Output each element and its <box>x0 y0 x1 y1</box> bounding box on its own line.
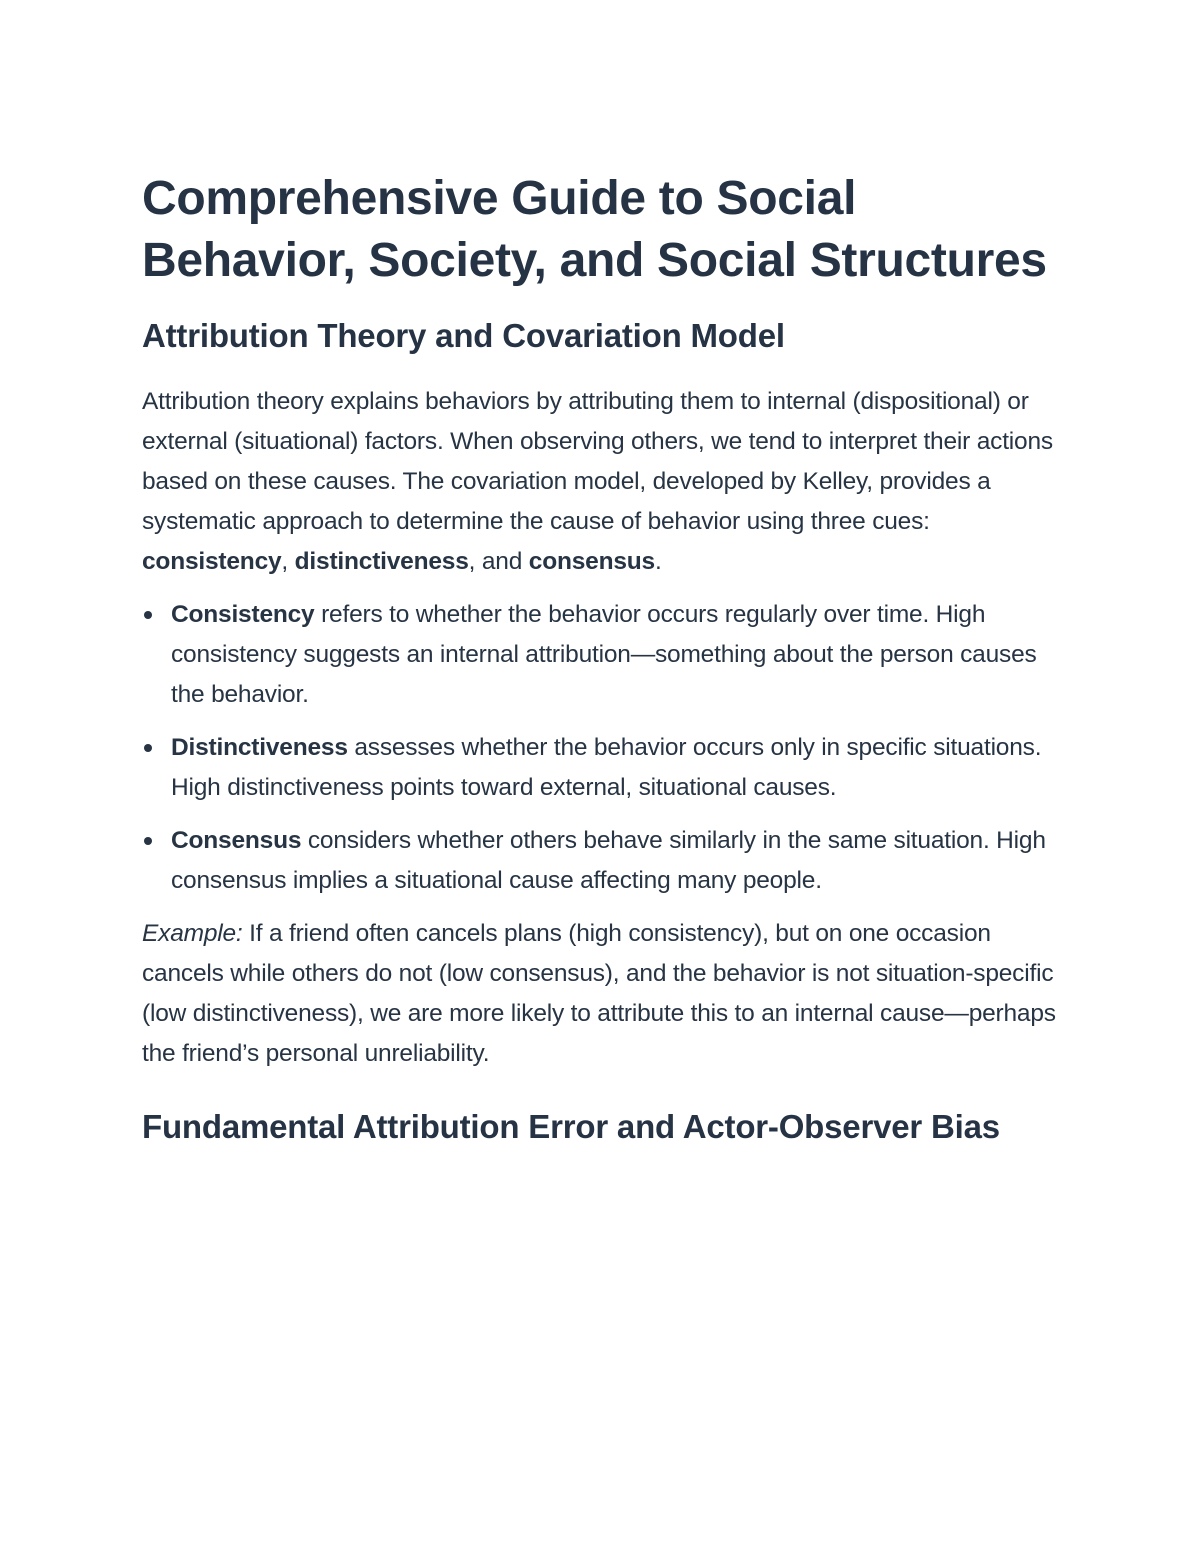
list-item-consensus <box>142 821 1062 901</box>
section-heading-fundamental-attribution-error: Fundamental Attribution Error and Actor-Observer Bias <box>142 1108 1000 1145</box>
document-page <box>142 168 1062 1155</box>
intro-text: Attribution theory explains behaviors by attributing them to internal (dispositional) or external (situational) factors. When observing others, we tend to interpret their actions based on these causes. The covariation model, developed by Kelley, provides a systematic approach to determine the cause of behavior using three cues: <box>142 388 1053 535</box>
bullet-icon <box>144 837 152 845</box>
example-paragraph <box>142 914 1062 1074</box>
intro-paragraph <box>142 382 1062 582</box>
section-heading-attribution-theory: Attribution Theory and Covariation Model <box>142 317 785 354</box>
list-item-term: Consistency <box>171 601 315 628</box>
cue-list <box>142 595 1062 901</box>
intro-separator-2: , and <box>468 548 529 575</box>
list-item-term: Distinctiveness <box>171 734 348 761</box>
term-distinctiveness: distinctiveness <box>294 548 469 575</box>
page-title: Comprehensive Guide to Social Behavior, Society, and Social Structures <box>142 172 1047 287</box>
list-item-text: assesses whether the behavior occurs only in specific situations. High distinctiveness points toward external, situational causes. <box>171 734 1042 801</box>
term-consensus: consensus <box>528 548 655 575</box>
bullet-icon <box>144 611 152 619</box>
example-label: Example: <box>142 920 243 947</box>
bullet-icon <box>144 744 152 752</box>
term-consistency: consistency <box>142 548 282 575</box>
list-item-text: considers whether others behave similarly in the same situation. High consensus implies a situational cause affecting many people. <box>171 827 1046 894</box>
intro-separator-1: , <box>281 548 295 575</box>
list-item-term: Consensus <box>171 827 302 854</box>
intro-end: . <box>654 548 662 575</box>
list-item-distinctiveness <box>142 728 1062 808</box>
list-item-text: refers to whether the behavior occurs regularly over time. High consistency suggests an internal attribution—something about the person causes the behavior. <box>171 601 1037 708</box>
list-item-consistency <box>142 595 1062 715</box>
example-text: If a friend often cancels plans (high consistency), but on one occasion cancels while others do not (low consensus), and the behavior is not situation-specific (low distinctiveness), we are more likely to attribute this to an internal cause—perhaps the friend’s personal unreliability. <box>142 920 1056 1067</box>
